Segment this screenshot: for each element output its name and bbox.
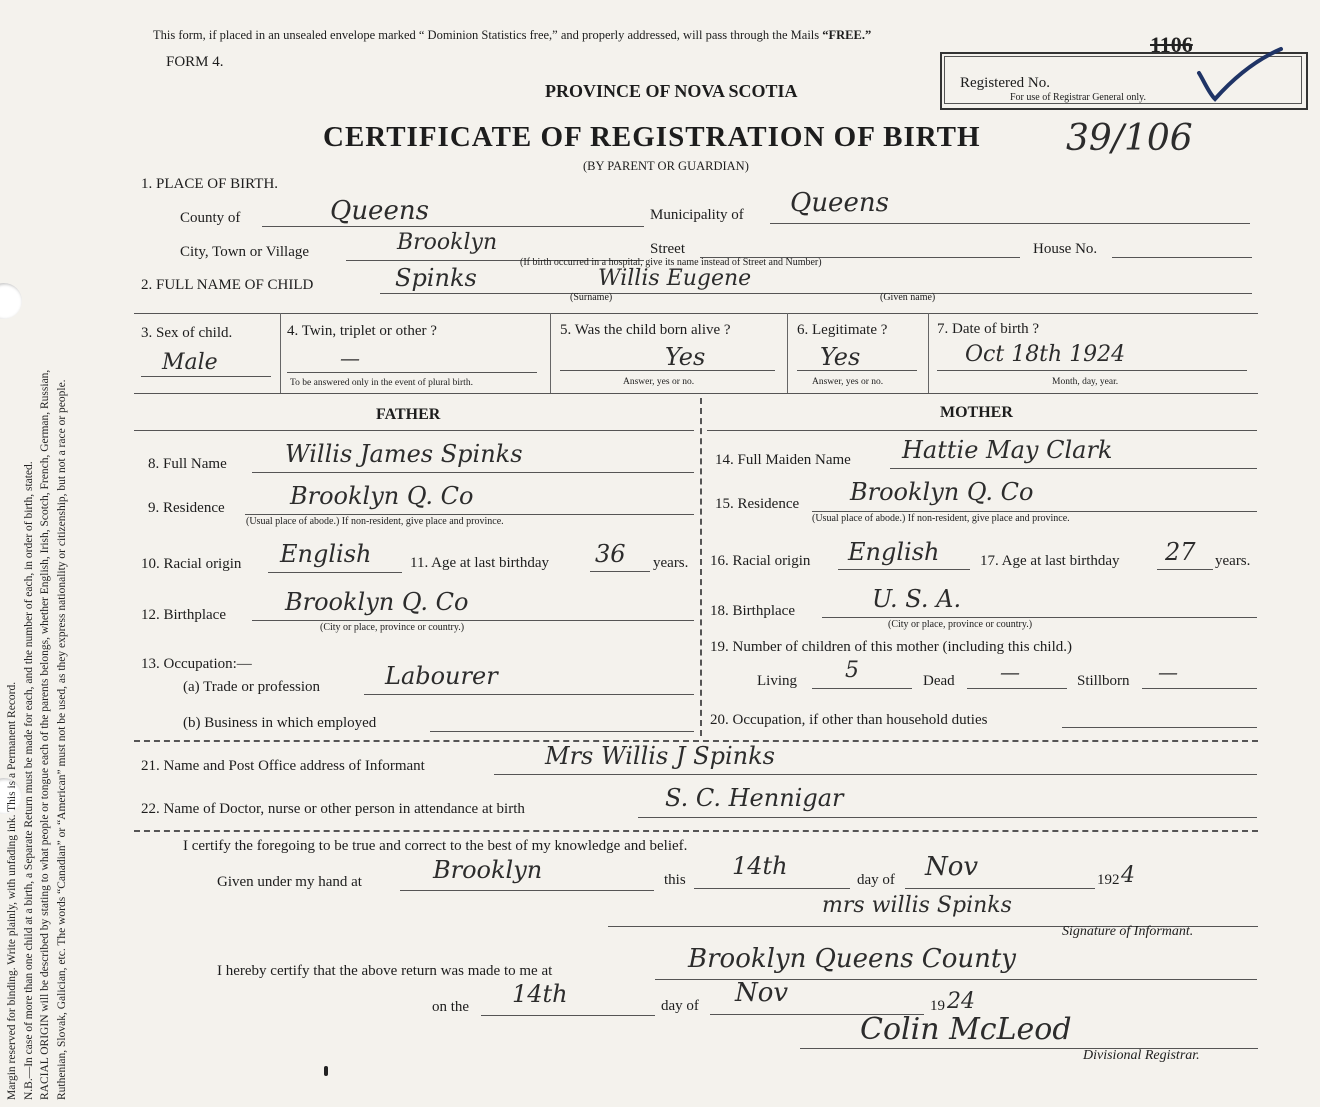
legitimate-value: Yes — [820, 343, 861, 371]
father-name-label: 8. Full Name — [148, 456, 227, 472]
father-residence-label: 9. Residence — [148, 500, 225, 516]
stamp-number: 1106 — [1150, 32, 1193, 57]
twin-note: To be answered only in the event of plural birth. — [290, 378, 473, 388]
postal-free: “FREE.” — [822, 28, 872, 42]
postal-notice — [153, 28, 871, 43]
house-number-label: House No. — [1033, 241, 1098, 257]
surname-caption: (Surname) — [570, 292, 613, 303]
father-age-unit: years. — [653, 555, 689, 571]
mother-name-label: 14. Full Maiden Name — [715, 452, 851, 468]
father-trade-value: Labourer — [385, 662, 498, 690]
dob-value: Oct 18th 1924 — [965, 342, 1126, 367]
mother-racial-value: English — [848, 538, 940, 566]
father-racial-label: 10. Racial origin — [141, 556, 242, 572]
mother-residence-label: 15. Residence — [715, 496, 800, 512]
mother-birthplace-value: U. S. A. — [872, 585, 962, 613]
registrar-statement: I hereby certify that the above return was made to me at — [217, 963, 553, 979]
mother-heading: MOTHER — [940, 404, 1013, 421]
sex-label: 3. Sex of child. — [141, 325, 233, 341]
check-mark-icon — [1195, 45, 1285, 105]
alive-value: Yes — [665, 343, 706, 371]
registrar-month-value: Nov — [735, 978, 789, 1008]
certificate-title: CERTIFICATE OF REGISTRATION OF BIRTH — [323, 121, 981, 153]
registered-label: Registered No. — [960, 75, 1050, 91]
margin-line-1: Margin reserved for binding. Write plainly, with unfading ink. This is a Permanent Record. — [6, 681, 18, 1100]
registrar-day-of-label: day of — [661, 998, 699, 1014]
mother-stillborn-value: — — [1158, 660, 1178, 684]
this-label: this — [664, 872, 686, 888]
street-label: Street — [650, 241, 685, 257]
registrar-signature: Colin McLeod — [860, 1012, 1072, 1047]
on-the-label: on the — [432, 999, 470, 1015]
county-value: Queens — [330, 196, 429, 226]
month-value: Nov — [925, 852, 979, 882]
registrar-day-value: 14th — [512, 980, 568, 1008]
postal-notice-text: This form, if placed in an unsealed envelope marked “ Dominion Statistics free,” and properly addressed, will pass through the Mails — [153, 28, 820, 42]
margin-line-2: N.B.—In case of more than one child at a birth, a Separate Return must be made for each, and the number of each, in order of birth, stated. — [22, 461, 35, 1100]
place-section-label: 1. PLACE OF BIRTH. — [141, 176, 279, 192]
father-age-label: 11. Age at last birthday — [410, 555, 549, 571]
mother-racial-label: 16. Racial origin — [710, 553, 811, 569]
child-given-name-value: Willis Eugene — [598, 266, 752, 291]
ink-dot — [324, 1066, 328, 1076]
registrar-caption: Divisional Registrar. — [1083, 1048, 1200, 1063]
informant-label: 21. Name and Post Office address of Informant — [141, 758, 425, 774]
given-under-hand-label: Given under my hand at — [217, 874, 362, 890]
mother-living-value: 5 — [845, 658, 859, 683]
certification-statement: I certify the foregoing to be true and correct to the best of my knowledge and belief. — [183, 838, 688, 854]
given-place-value: Brooklyn — [433, 856, 543, 884]
child-surname-value: Spinks — [395, 264, 477, 292]
registered-note: For use of Registrar General only. — [1010, 92, 1146, 103]
city-value: Brooklyn — [397, 230, 498, 255]
informant-signature: mrs willis Spinks — [822, 893, 1012, 918]
father-birthplace-note: (City or place, province or country.) — [320, 622, 465, 633]
alive-note: Answer, yes or no. — [623, 377, 695, 387]
city-label: City, Town or Village — [180, 244, 310, 260]
dob-label: 7. Date of birth ? — [937, 321, 1040, 337]
margin-line-4: Ruthenian, Slovak, Galician, etc. The words “Canadian” or “American” must not be used, as they express nationality or citizenship, but not a race or people. — [55, 379, 68, 1100]
sex-value: Male — [162, 350, 218, 375]
legitimate-label: 6. Legitimate ? — [797, 322, 888, 338]
day-value: 14th — [732, 852, 788, 880]
father-residence-value: Brooklyn Q. Co — [290, 482, 474, 510]
mother-residence-note: (Usual place of abode.) If non-resident, give place and province. — [812, 513, 1070, 524]
day-of-label: day of — [857, 872, 895, 888]
father-birthplace-label: 12. Birthplace — [141, 607, 226, 623]
mother-dead-value: — — [1000, 660, 1020, 684]
certificate-subtitle: (BY PARENT OR GUARDIAN) — [583, 159, 749, 173]
father-birthplace-value: Brooklyn Q. Co — [285, 588, 469, 616]
doctor-label: 22. Name of Doctor, nurse or other person in attendance at birth — [141, 801, 525, 817]
father-trade-label: (a) Trade or profession — [183, 679, 321, 695]
mother-occupation-label: 20. Occupation, if other than household duties — [710, 712, 988, 728]
municipality-label: Municipality of — [650, 207, 744, 223]
father-residence-note: (Usual place of abode.) If non-resident, give place and province. — [246, 516, 504, 527]
legitimate-note: Answer, yes or no. — [812, 377, 884, 387]
registrar-year-hand: 24 — [947, 989, 975, 1014]
province-heading: PROVINCE OF NOVA SCOTIA — [545, 81, 798, 101]
father-racial-value: English — [280, 540, 372, 568]
father-business-label: (b) Business in which employed — [183, 715, 377, 731]
year-prefix: 192 — [1097, 872, 1120, 888]
father-occupation-label: 13. Occupation:— — [141, 656, 252, 672]
county-label: County of — [180, 210, 241, 226]
margin-line-3: RACIAL ORIGIN will be described by stating to what people or tongue each of the parents belongs, whether English, Irish, Scotch, French, German, Russian, — [39, 369, 51, 1100]
mother-stillborn-label: Stillborn — [1077, 673, 1130, 689]
mother-children-label: 19. Number of children of this mother (including this child.) — [710, 639, 1073, 655]
doctor-value: S. C. Hennigar — [665, 784, 844, 812]
mother-residence-value: Brooklyn Q. Co — [850, 478, 1034, 506]
mother-name-value: Hattie May Clark — [902, 436, 1113, 464]
dob-note: Month, day, year. — [1052, 377, 1119, 387]
municipality-value: Queens — [790, 188, 889, 218]
form-number: FORM 4. — [166, 54, 224, 70]
twin-value: — — [340, 346, 360, 370]
mother-birthplace-label: 18. Birthplace — [710, 603, 795, 619]
mother-dead-label: Dead — [923, 673, 955, 689]
twin-label: 4. Twin, triplet or other ? — [287, 323, 437, 339]
registrar-year-prefix: 19 — [930, 998, 945, 1014]
year-hand: 4 — [1121, 863, 1135, 888]
mother-living-label: Living — [757, 673, 797, 689]
handwritten-registration-number: 39/106 — [1066, 118, 1193, 159]
informant-signature-caption: Signature of Informant. — [1062, 924, 1194, 939]
child-name-label: 2. FULL NAME OF CHILD — [141, 277, 314, 293]
father-heading: FATHER — [376, 406, 441, 423]
mother-birthplace-note: (City or place, province or country.) — [888, 619, 1033, 630]
alive-label: 5. Was the child born alive ? — [560, 322, 731, 338]
margin-instructions — [4, 20, 124, 1100]
father-name-value: Willis James Spinks — [285, 440, 523, 468]
mother-age-value: 27 — [1165, 538, 1196, 566]
mother-age-label: 17. Age at last birthday — [980, 553, 1120, 569]
given-name-caption: (Given name) — [880, 292, 936, 303]
registrar-place-value: Brooklyn Queens County — [688, 944, 1016, 974]
hospital-note: (If birth occurred in a hospital, give its name instead of Street and Number) — [520, 257, 822, 268]
informant-value: Mrs Willis J Spinks — [545, 742, 775, 770]
father-age-value: 36 — [595, 540, 626, 568]
mother-age-unit: years. — [1215, 553, 1251, 569]
